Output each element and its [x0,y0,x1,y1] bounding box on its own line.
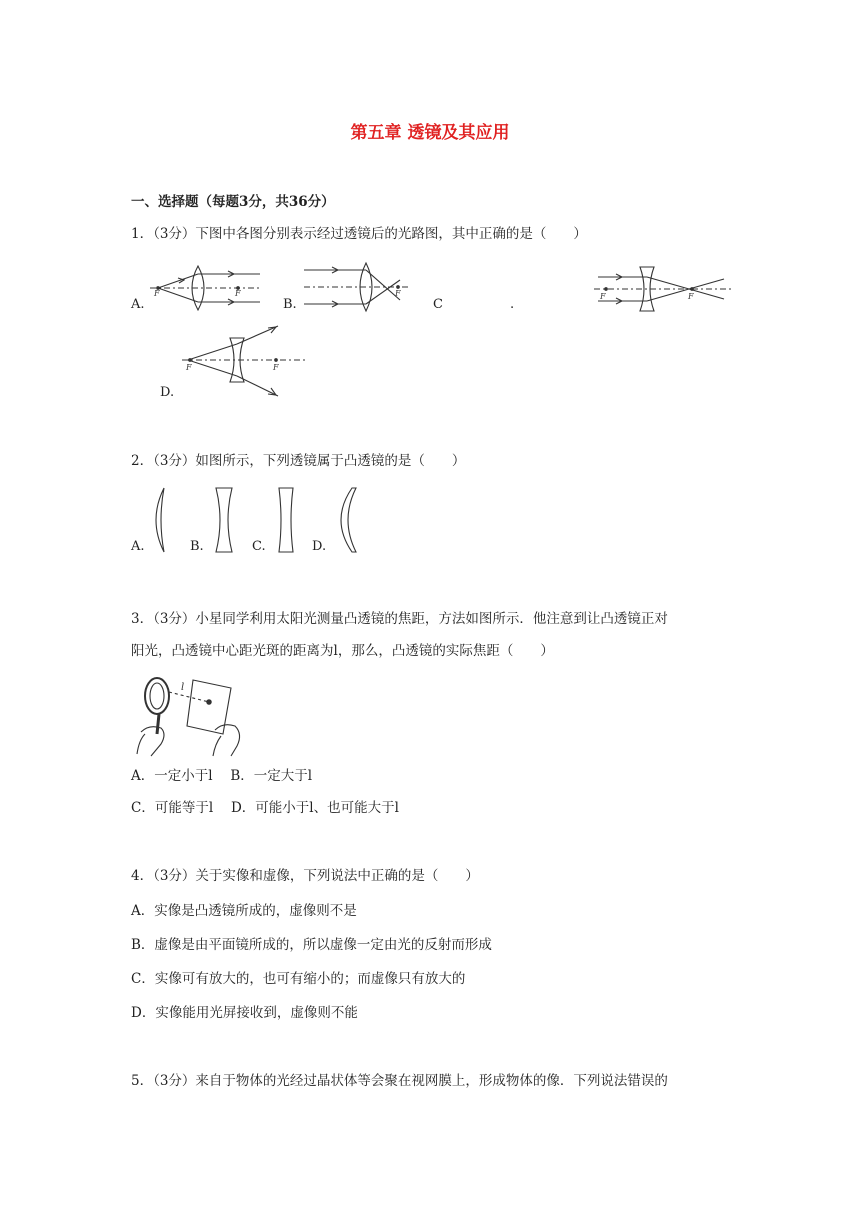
q2-lens-a [150,486,174,554]
q1-fig-a-focal-left: F [154,289,160,298]
q3-figure-magnifier-and-paper [131,672,249,758]
q4-option-d: D．实像能用光屏接收到，虚像则不能 [131,1005,358,1021]
q2-option-a-label: A. [131,539,145,554]
q4-option-c: C．实像可有放大的，也可有缩小的；而虚像只有放大的 [131,971,466,987]
q1-figure-a-convex-lens [148,262,264,314]
q2-option-d-label: D. [312,539,327,554]
q1-figure-d-concave-lens [180,322,310,402]
q4-option-b: B．虚像是由平面镜所成的，所以虚像一定由光的反射而形成 [131,937,492,953]
q1-fig-d-focal-right: F [273,363,279,372]
q2-lens-c [274,486,298,554]
question-2-stem: 2．（3分）如图所示，下列透镜属于凸透镜的是（ ） [131,453,466,469]
q2-lens-d [334,486,360,554]
q1-figure-b-convex-lens [302,260,412,316]
q3-options-row2: C．可能等于l D．可能小于l、也可能大于l [131,800,399,816]
q1-option-c-dot: . [510,297,515,312]
q1-fig-a-focal-right: F [235,289,241,298]
question-3-stem-line1: 3．（3分）小星同学利用太阳光测量凸透镜的焦距，方法如图所示．他注意到让凸透镜正对 [131,611,668,627]
q1-figure-c-concave-lens [592,263,734,315]
question-4-stem: 4．（3分）关于实像和虚像，下列说法中正确的是（ ） [131,868,479,884]
q1-option-c-label: C [433,297,443,312]
q1-fig-b-focal: F [395,289,401,298]
q2-lens-b [212,486,236,554]
q2-option-c-label: C. [252,539,266,554]
q3-options-row1: A．一定小于l B．一定大于l [131,768,313,784]
q1-fig-c-focal-left: F [600,292,606,301]
question-1-stem: 1．（3分）下图中各图分别表示经过透镜后的光路图，其中正确的是（ ） [131,226,587,242]
section-heading: 一、选择题（每题3分，共36分） [131,194,335,210]
q1-fig-d-focal-left: F [186,363,192,372]
q1-fig-c-focal-right: F [688,292,694,301]
question-5-stem: 5．（3分）来自于物体的光经过晶状体等会聚在视网膜上，形成物体的像．下列说法错误的 [131,1073,668,1089]
q2-option-b-label: B. [190,539,204,554]
q1-option-a-label: A. [131,297,145,312]
q4-option-a: A．实像是凸透镜所成的，虚像则不是 [131,903,357,919]
q1-option-b-label: B. [283,297,297,312]
page-title: 第五章 透镜及其应用 [350,123,510,143]
question-3-stem-line2: 阳光，凸透镜中心距光斑的距离为l，那么，凸透镜的实际焦距（ ） [131,643,554,659]
q1-option-d-label: D. [160,385,175,400]
q3-distance-label: l [181,682,185,693]
